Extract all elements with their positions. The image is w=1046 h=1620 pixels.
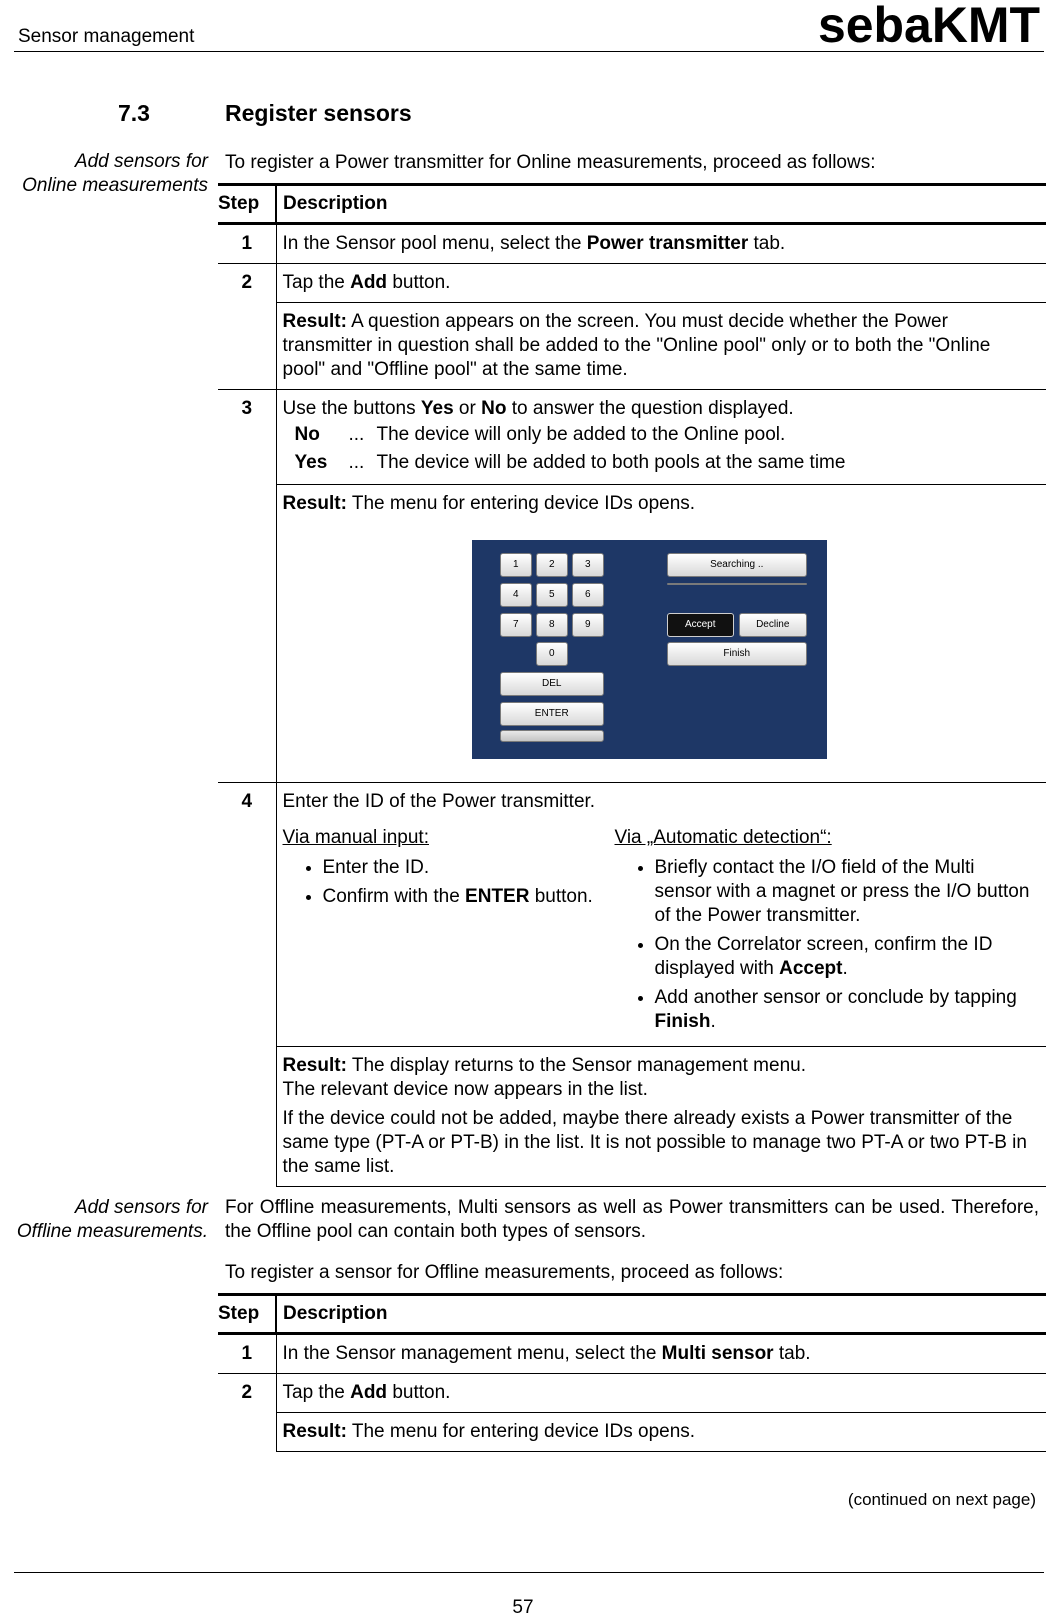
step-description [276, 1374, 1046, 1413]
step-result [276, 1413, 1046, 1452]
step-text [283, 397, 1037, 421]
ui-term: Finish [654, 1011, 711, 1032]
result-label: Result: [282, 1055, 347, 1076]
footer-rule [14, 1572, 1044, 1573]
step-result [276, 303, 1046, 390]
running-header: Sensor management [18, 26, 195, 47]
option-text: The device will only be added to the Online pool. [376, 424, 786, 445]
ui-term: Add [350, 272, 388, 293]
ui-term: Power transmitter [586, 233, 749, 254]
keypad-input-bar [500, 730, 604, 742]
step-description [276, 390, 1046, 485]
step-number: 1 [218, 224, 276, 264]
text: The menu for entering device IDs opens. [346, 1421, 696, 1442]
text: tab. [773, 1343, 811, 1364]
text: In the Sensor management menu, select the [282, 1343, 662, 1364]
text: . [842, 958, 848, 979]
result-label: Result: [282, 493, 347, 514]
manual-input-column [283, 826, 615, 1039]
step-result [276, 1047, 1046, 1187]
step-description [276, 1334, 1046, 1374]
step-result [276, 485, 1046, 783]
step-text: Enter the ID of the Power transmitter. [282, 791, 596, 812]
col-step-header: Step [218, 1295, 276, 1334]
result-note: If the device could not be added, maybe there already exists a Power transmitter of the same type (PT-A or PT-B) in the list. It is not possible to manage two PT-A or two PT-B in the same list. [282, 1108, 1027, 1177]
list-item: • Briefly contact the I/O field of the Multi sensor with a magnet or press the I/O button of the Power transmitter. [655, 856, 1035, 928]
keypad-key-6[interactable]: 6 [572, 583, 604, 607]
step-description [276, 224, 1046, 264]
text: Add another sensor or conclude by tapping [654, 987, 1017, 1008]
list-item: • Enter the ID. [323, 856, 615, 880]
result-label: Result: [282, 311, 347, 332]
ui-term: No [481, 398, 507, 419]
keypad-enter-button[interactable]: ENTER [500, 702, 604, 726]
option-key: Yes [294, 452, 328, 473]
table-header-row [218, 185, 1046, 224]
side-note-line: Add sensors for [74, 151, 208, 172]
online-intro: To register a Power transmitter for Online measurements, proceed as follows: [225, 152, 876, 173]
sebakmt-logo [818, 2, 1044, 50]
keypad-key-8[interactable]: 8 [536, 613, 568, 637]
table-row [218, 1047, 1046, 1187]
step-number: 2 [218, 264, 276, 390]
result-text [283, 1054, 1037, 1078]
text: . [710, 1011, 716, 1032]
text: Tap the [282, 272, 351, 293]
text: button. [529, 886, 593, 907]
option-key: No [294, 424, 320, 445]
col-description-header: Description [276, 1295, 1046, 1334]
text: tab. [748, 233, 786, 254]
step-number: 1 [218, 1334, 276, 1374]
table-row [218, 783, 1046, 1047]
keypad-key-4[interactable]: 4 [500, 583, 532, 607]
ui-term: Add [350, 1382, 388, 1403]
accept-button[interactable]: Accept [667, 613, 734, 637]
automatic-detection-title: Via „Automatic detection“: [614, 827, 832, 848]
keypad-key-0[interactable]: 0 [536, 642, 568, 666]
result-label: Result: [282, 1421, 347, 1442]
text: to answer the question displayed. [506, 398, 794, 419]
side-note-online [22, 150, 208, 198]
text: button. [387, 272, 451, 293]
text: In the Sensor pool menu, select the [282, 233, 587, 254]
table-row [218, 390, 1046, 485]
list-item [655, 986, 1035, 1034]
text: The display returns to the Sensor management menu. [346, 1055, 806, 1076]
text: or [453, 398, 482, 419]
keypad-del-button[interactable]: DEL [500, 672, 604, 696]
device-id-keypad-screenshot [472, 540, 827, 759]
side-note-line: Online measurements [22, 175, 208, 196]
offline-paragraph: For Offline measurements, Multi sensors as well as Power transmitters can be used. Therefore, the Offline pool can contain both types of sensors. [225, 1197, 1039, 1242]
result-text [283, 492, 1037, 516]
decline-button[interactable]: Decline [739, 613, 807, 637]
result-text: The relevant device now appears in the list. [282, 1079, 648, 1100]
detected-id-field [667, 583, 807, 585]
table-row [218, 303, 1046, 390]
list-item [655, 933, 1035, 981]
keypad-key-9[interactable]: 9 [572, 613, 604, 637]
table-row [218, 1334, 1046, 1374]
table-row [218, 224, 1046, 264]
table-row [218, 485, 1046, 783]
text: On the Correlator screen, confirm the ID displayed with [654, 934, 993, 979]
table-row [218, 1374, 1046, 1413]
list-item [323, 885, 615, 909]
ui-term: Yes [420, 398, 454, 419]
section-number: 7.3 [118, 100, 150, 126]
side-note-line: Offline measurements. [16, 1221, 208, 1242]
option-dots: ... [348, 424, 365, 445]
table-header-row [218, 1295, 1046, 1334]
option-no [295, 421, 1037, 449]
keypad-key-1[interactable]: 1 [500, 553, 532, 577]
offline-intro: To register a sensor for Offline measurements, proceed as follows: [225, 1262, 784, 1283]
text: Tap the [282, 1382, 351, 1403]
option-dots: ... [348, 452, 365, 473]
side-note-offline [17, 1196, 208, 1244]
col-step-header: Step [218, 185, 276, 224]
ui-term: Multi sensor [661, 1343, 774, 1364]
searching-status-field: Searching .. [667, 553, 807, 577]
text: The menu for entering device IDs opens. [346, 493, 696, 514]
keypad-key-5[interactable]: 5 [536, 583, 568, 607]
manual-input-list [283, 856, 615, 909]
page-number: 57 [512, 1597, 534, 1618]
table-row [218, 1413, 1046, 1452]
online-steps-table [218, 183, 1046, 1187]
section-title: Register sensors [225, 100, 412, 126]
side-note-line: Add sensors for [74, 1197, 208, 1218]
option-text: The device will be added to both pools at the same time [376, 452, 846, 473]
text: A question appears on the screen. You must decide whether the Power transmitter in question shall be added to the "Online pool" only or to both the "Online pool" and "Offline pool" at the same time. [282, 311, 991, 380]
option-yes [295, 449, 1037, 477]
step-number: 4 [218, 783, 276, 1187]
text: Use the buttons [282, 398, 421, 419]
keypad-key-3[interactable]: 3 [572, 553, 604, 577]
step-number: 2 [218, 1374, 276, 1452]
input-methods [283, 826, 1037, 1039]
step-description [276, 264, 1046, 303]
automatic-detection-list [615, 856, 1035, 1034]
keypad-key-7[interactable]: 7 [500, 613, 532, 637]
step-number: 3 [218, 390, 276, 783]
continued-note: (continued on next page) [847, 1490, 1036, 1509]
table-row [218, 264, 1046, 303]
step-description [276, 783, 1046, 1047]
ui-term: ENTER [465, 886, 530, 907]
text: button. [387, 1382, 451, 1403]
ui-term: Accept [779, 958, 843, 979]
text: Confirm with the [322, 886, 466, 907]
finish-button[interactable]: Finish [667, 642, 807, 666]
col-description-header: Description [276, 185, 1046, 224]
offline-steps-table [218, 1293, 1046, 1452]
header-rule [14, 51, 1044, 52]
logo-text: sebaKMT [818, 2, 1040, 50]
keypad-key-2[interactable]: 2 [536, 553, 568, 577]
manual-input-title: Via manual input: [282, 827, 429, 848]
automatic-detection-column [615, 826, 1035, 1039]
